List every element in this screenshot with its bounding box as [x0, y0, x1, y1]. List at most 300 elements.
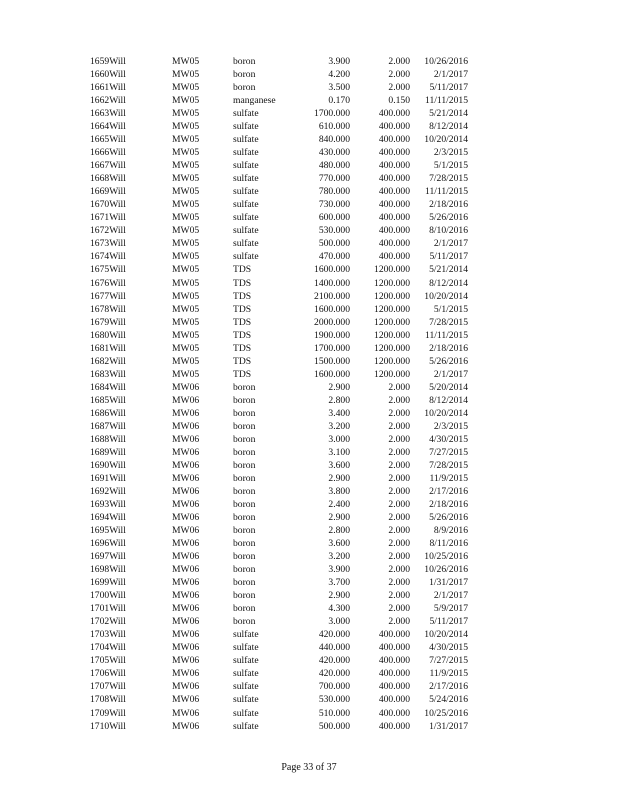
- table-row: [0, 707, 618, 720]
- row-id: 1672: [90, 225, 110, 237]
- parameter: boron: [233, 616, 256, 628]
- parameter: sulfate: [233, 629, 259, 641]
- well-id: MW05: [172, 303, 200, 315]
- table-row: [0, 459, 618, 472]
- parameter: sulfate: [233, 108, 259, 120]
- standard-value: 400.000: [378, 681, 410, 693]
- table-row: [0, 263, 618, 276]
- row-id: 1662: [90, 95, 110, 107]
- table-row: [0, 472, 618, 485]
- result-value: 420.000: [318, 655, 350, 667]
- row-id: 1702: [90, 616, 110, 628]
- table-row: [0, 133, 618, 146]
- well-id: MW05: [172, 225, 200, 237]
- sample-date: 2/17/2016: [429, 485, 468, 497]
- sample-date: 5/26/2016: [429, 512, 468, 524]
- table-row: [0, 303, 618, 316]
- row-id: 1674: [90, 251, 110, 263]
- parameter: sulfate: [233, 173, 259, 185]
- well-id: MW06: [172, 499, 200, 511]
- table-row: [0, 342, 618, 355]
- sample-date: 7/27/2015: [429, 446, 468, 458]
- sample-date: 5/11/2017: [429, 616, 468, 628]
- well-id: MW06: [172, 407, 200, 419]
- site-name: Will: [109, 147, 126, 159]
- sample-date: 10/25/2016: [424, 707, 468, 719]
- parameter: manganese: [233, 95, 276, 107]
- parameter: TDS: [233, 342, 252, 354]
- site-name: Will: [109, 355, 126, 367]
- row-id: 1671: [90, 212, 110, 224]
- parameter: sulfate: [233, 681, 259, 693]
- table-row: [0, 172, 618, 185]
- well-id: MW06: [172, 616, 200, 628]
- site-name: Will: [109, 707, 126, 719]
- site-name: Will: [109, 551, 126, 563]
- well-id: MW06: [172, 564, 200, 576]
- parameter: sulfate: [233, 186, 259, 198]
- sample-date: 5/11/2017: [429, 82, 468, 94]
- result-value: 510.000: [318, 707, 350, 719]
- row-id: 1701: [90, 603, 110, 615]
- row-id: 1663: [90, 108, 110, 120]
- row-id: 1684: [90, 381, 110, 393]
- standard-value: 2.000: [388, 590, 410, 602]
- row-id: 1694: [90, 512, 110, 524]
- sample-date: 5/24/2016: [429, 694, 468, 706]
- well-id: MW06: [172, 720, 200, 732]
- sample-date: 10/20/2014: [424, 407, 468, 419]
- well-id: MW06: [172, 603, 200, 615]
- site-name: Will: [109, 681, 126, 693]
- sample-date: 10/26/2016: [424, 564, 468, 576]
- row-id: 1683: [90, 368, 110, 380]
- parameter: boron: [233, 446, 256, 458]
- table-row: [0, 159, 618, 172]
- parameter: sulfate: [233, 720, 259, 732]
- row-id: 1689: [90, 446, 110, 458]
- sample-date: 2/1/2017: [433, 590, 468, 602]
- result-value: 600.000: [318, 212, 350, 224]
- result-value: 530.000: [318, 694, 350, 706]
- parameter: boron: [233, 433, 256, 445]
- site-name: Will: [109, 564, 126, 576]
- sample-date: 11/11/2015: [425, 95, 468, 107]
- sample-date: 5/21/2014: [429, 108, 468, 120]
- parameter: sulfate: [233, 251, 259, 263]
- site-name: Will: [109, 642, 126, 654]
- sample-date: 10/26/2016: [424, 56, 468, 67]
- well-id: MW06: [172, 525, 200, 537]
- parameter: sulfate: [233, 668, 259, 680]
- table-row: [0, 550, 618, 563]
- sample-date: 10/25/2016: [424, 551, 468, 563]
- sample-date: 11/9/2015: [429, 472, 468, 484]
- sample-date: 1/31/2017: [429, 720, 468, 732]
- row-id: 1680: [90, 329, 110, 341]
- site-name: Will: [109, 394, 126, 406]
- row-id: 1682: [90, 355, 110, 367]
- sample-date: 2/1/2017: [433, 368, 468, 380]
- row-id: 1687: [90, 420, 110, 432]
- parameter: boron: [233, 499, 256, 511]
- parameter: boron: [233, 564, 256, 576]
- row-id: 1707: [90, 681, 110, 693]
- row-id: 1667: [90, 160, 110, 172]
- standard-value: 400.000: [378, 160, 410, 172]
- table-row: [0, 576, 618, 589]
- well-id: MW06: [172, 420, 200, 432]
- parameter: boron: [233, 472, 256, 484]
- sample-date: 5/11/2017: [429, 251, 468, 263]
- table-row: [0, 211, 618, 224]
- site-name: Will: [109, 368, 126, 380]
- parameter: boron: [233, 459, 256, 471]
- result-value: 1400.000: [314, 277, 350, 289]
- well-id: MW06: [172, 551, 200, 563]
- result-value: 1700.000: [314, 108, 350, 120]
- sample-date: 2/3/2015: [433, 147, 468, 159]
- sample-date: 4/30/2015: [429, 642, 468, 654]
- table-row: [0, 316, 618, 329]
- table-row: [0, 394, 618, 407]
- result-value: 500.000: [318, 720, 350, 732]
- parameter: boron: [233, 538, 256, 550]
- site-name: Will: [109, 95, 126, 107]
- result-value: 3.600: [328, 538, 350, 550]
- site-name: Will: [109, 538, 126, 550]
- row-id: 1677: [90, 290, 110, 302]
- well-id: MW05: [172, 199, 200, 211]
- parameter: sulfate: [233, 199, 259, 211]
- result-value: 700.000: [318, 681, 350, 693]
- result-value: 420.000: [318, 629, 350, 641]
- well-id: MW05: [172, 82, 200, 94]
- standard-value: 1200.000: [374, 368, 410, 380]
- result-value: 1600.000: [314, 264, 350, 276]
- result-value: 3.700: [328, 577, 350, 589]
- site-name: Will: [109, 629, 126, 641]
- parameter: sulfate: [233, 134, 259, 146]
- row-id: 1678: [90, 303, 110, 315]
- parameter: boron: [233, 82, 256, 94]
- site-name: Will: [109, 603, 126, 615]
- site-name: Will: [109, 108, 126, 120]
- result-value: 1500.000: [314, 355, 350, 367]
- standard-value: 400.000: [378, 251, 410, 263]
- well-id: MW06: [172, 668, 200, 680]
- standard-value: 1200.000: [374, 316, 410, 328]
- sample-date: 2/1/2017: [433, 69, 468, 81]
- table-row: [0, 563, 618, 576]
- standard-value: 400.000: [378, 147, 410, 159]
- parameter: sulfate: [233, 121, 259, 133]
- table-row: [0, 120, 618, 133]
- table-row: [0, 94, 618, 107]
- site-name: Will: [109, 472, 126, 484]
- site-name: Will: [109, 173, 126, 185]
- row-id: 1696: [90, 538, 110, 550]
- row-id: 1659: [90, 56, 110, 67]
- well-id: MW06: [172, 538, 200, 550]
- row-id: 1681: [90, 342, 110, 354]
- parameter: boron: [233, 69, 256, 81]
- row-id: 1709: [90, 707, 110, 719]
- site-name: Will: [109, 720, 126, 732]
- row-id: 1706: [90, 668, 110, 680]
- row-id: 1708: [90, 694, 110, 706]
- parameter: sulfate: [233, 707, 259, 719]
- result-value: 3.500: [328, 82, 350, 94]
- result-value: 610.000: [318, 121, 350, 133]
- sample-date: 5/9/2017: [433, 603, 468, 615]
- site-name: Will: [109, 420, 126, 432]
- parameter: boron: [233, 590, 256, 602]
- standard-value: 1200.000: [374, 264, 410, 276]
- standard-value: 2.000: [388, 446, 410, 458]
- parameter: TDS: [233, 264, 252, 276]
- row-id: 1665: [90, 134, 110, 146]
- result-value: 1700.000: [314, 342, 350, 354]
- table-row: [0, 329, 618, 342]
- sample-date: 7/28/2015: [429, 173, 468, 185]
- site-name: Will: [109, 499, 126, 511]
- row-id: 1669: [90, 186, 110, 198]
- site-name: Will: [109, 290, 126, 302]
- result-value: 1900.000: [314, 329, 350, 341]
- standard-value: 1200.000: [374, 355, 410, 367]
- table-row: [0, 524, 618, 537]
- well-id: MW06: [172, 381, 200, 393]
- well-id: MW05: [172, 329, 200, 341]
- result-value: 2.800: [328, 525, 350, 537]
- sample-date: 7/28/2015: [429, 316, 468, 328]
- standard-value: 400.000: [378, 225, 410, 237]
- parameter: sulfate: [233, 225, 259, 237]
- row-id: 1695: [90, 525, 110, 537]
- parameter: sulfate: [233, 160, 259, 172]
- site-name: Will: [109, 446, 126, 458]
- table-row: [0, 602, 618, 615]
- site-name: Will: [109, 277, 126, 289]
- well-id: MW06: [172, 472, 200, 484]
- sample-date: 10/20/2014: [424, 629, 468, 641]
- parameter: sulfate: [233, 694, 259, 706]
- well-id: MW06: [172, 655, 200, 667]
- table-row: [0, 693, 618, 706]
- result-value: 500.000: [318, 238, 350, 250]
- standard-value: 400.000: [378, 668, 410, 680]
- table-row: [0, 628, 618, 641]
- sample-date: 10/20/2014: [424, 290, 468, 302]
- site-name: Will: [109, 186, 126, 198]
- table-row: [0, 537, 618, 550]
- sample-date: 5/26/2016: [429, 355, 468, 367]
- site-name: Will: [109, 381, 126, 393]
- well-id: MW06: [172, 694, 200, 706]
- site-name: Will: [109, 316, 126, 328]
- row-id: 1685: [90, 394, 110, 406]
- site-name: Will: [109, 160, 126, 172]
- table-row: [0, 81, 618, 94]
- sample-date: 8/11/2016: [429, 538, 468, 550]
- standard-value: 2.000: [388, 420, 410, 432]
- row-id: 1660: [90, 69, 110, 81]
- well-id: MW05: [172, 238, 200, 250]
- well-id: MW06: [172, 394, 200, 406]
- sample-date: 11/9/2015: [429, 668, 468, 680]
- standard-value: 400.000: [378, 694, 410, 706]
- standard-value: 2.000: [388, 499, 410, 511]
- table-row: [0, 381, 618, 394]
- site-name: Will: [109, 512, 126, 524]
- sample-date: 10/20/2014: [424, 134, 468, 146]
- parameter: boron: [233, 512, 256, 524]
- site-name: Will: [109, 577, 126, 589]
- site-name: Will: [109, 616, 126, 628]
- result-value: 0.170: [328, 95, 350, 107]
- site-name: Will: [109, 225, 126, 237]
- parameter: boron: [233, 394, 256, 406]
- parameter: TDS: [233, 290, 252, 302]
- row-id: 1673: [90, 238, 110, 250]
- parameter: TDS: [233, 316, 252, 328]
- sample-date: 11/11/2015: [425, 186, 468, 198]
- site-name: Will: [109, 590, 126, 602]
- site-name: Will: [109, 69, 126, 81]
- table-row: [0, 107, 618, 120]
- result-value: 2.900: [328, 472, 350, 484]
- result-value: 4.200: [328, 69, 350, 81]
- result-value: 3.000: [328, 433, 350, 445]
- row-id: 1693: [90, 499, 110, 511]
- sample-date: 8/10/2016: [429, 225, 468, 237]
- result-value: 780.000: [318, 186, 350, 198]
- parameter: boron: [233, 56, 256, 67]
- sample-date: 7/28/2015: [429, 459, 468, 471]
- parameter: sulfate: [233, 642, 259, 654]
- result-value: 730.000: [318, 199, 350, 211]
- row-id: 1686: [90, 407, 110, 419]
- table-row: [0, 498, 618, 511]
- site-name: Will: [109, 342, 126, 354]
- standard-value: 400.000: [378, 629, 410, 641]
- table-row: [0, 667, 618, 680]
- table-row: [0, 420, 618, 433]
- well-id: MW05: [172, 355, 200, 367]
- standard-value: 400.000: [378, 238, 410, 250]
- result-value: 470.000: [318, 251, 350, 263]
- table-row: [0, 654, 618, 667]
- row-id: 1691: [90, 472, 110, 484]
- table-row: [0, 485, 618, 498]
- standard-value: 0.150: [388, 95, 410, 107]
- result-value: 3.200: [328, 551, 350, 563]
- sample-date: 2/17/2016: [429, 681, 468, 693]
- standard-value: 2.000: [388, 616, 410, 628]
- site-name: Will: [109, 212, 126, 224]
- well-id: MW06: [172, 681, 200, 693]
- well-id: MW05: [172, 147, 200, 159]
- site-name: Will: [109, 407, 126, 419]
- row-id: 1675: [90, 264, 110, 276]
- standard-value: 1200.000: [374, 342, 410, 354]
- result-value: 3.900: [328, 564, 350, 576]
- parameter: TDS: [233, 329, 252, 341]
- parameter: boron: [233, 407, 256, 419]
- sample-date: 8/12/2014: [429, 394, 468, 406]
- result-value: 430.000: [318, 147, 350, 159]
- standard-value: 400.000: [378, 642, 410, 654]
- site-name: Will: [109, 655, 126, 667]
- result-value: 420.000: [318, 668, 350, 680]
- sample-date: 2/1/2017: [433, 238, 468, 250]
- result-value: 4.300: [328, 603, 350, 615]
- parameter: sulfate: [233, 238, 259, 250]
- well-id: MW05: [172, 316, 200, 328]
- row-id: 1703: [90, 629, 110, 641]
- standard-value: 1200.000: [374, 303, 410, 315]
- standard-value: 2.000: [388, 82, 410, 94]
- sample-date: 5/1/2015: [433, 303, 468, 315]
- sample-date: 2/18/2016: [429, 499, 468, 511]
- table-row: [0, 237, 618, 250]
- site-name: Will: [109, 329, 126, 341]
- row-id: 1697: [90, 551, 110, 563]
- standard-value: 400.000: [378, 707, 410, 719]
- site-name: Will: [109, 668, 126, 680]
- standard-value: 400.000: [378, 121, 410, 133]
- sample-date: 8/12/2014: [429, 277, 468, 289]
- site-name: Will: [109, 121, 126, 133]
- standard-value: 400.000: [378, 212, 410, 224]
- result-value: 2000.000: [314, 316, 350, 328]
- result-value: 3.600: [328, 459, 350, 471]
- row-id: 1704: [90, 642, 110, 654]
- site-name: Will: [109, 264, 126, 276]
- well-id: MW05: [172, 95, 200, 107]
- table-row: [0, 641, 618, 654]
- table-row: [0, 680, 618, 693]
- well-id: MW05: [172, 264, 200, 276]
- row-id: 1710: [90, 720, 110, 732]
- standard-value: 2.000: [388, 551, 410, 563]
- well-id: MW06: [172, 642, 200, 654]
- table-row: [0, 198, 618, 211]
- sample-date: 5/21/2014: [429, 264, 468, 276]
- sample-date: 4/30/2015: [429, 433, 468, 445]
- sample-date: 1/31/2017: [429, 577, 468, 589]
- site-name: Will: [109, 82, 126, 94]
- parameter: boron: [233, 381, 256, 393]
- standard-value: 2.000: [388, 433, 410, 445]
- standard-value: 2.000: [388, 564, 410, 576]
- sample-date: 2/18/2016: [429, 199, 468, 211]
- standard-value: 2.000: [388, 394, 410, 406]
- result-value: 1600.000: [314, 303, 350, 315]
- parameter: boron: [233, 551, 256, 563]
- table-row: [0, 433, 618, 446]
- standard-value: 400.000: [378, 655, 410, 667]
- well-id: MW05: [172, 160, 200, 172]
- result-value: 480.000: [318, 160, 350, 172]
- well-id: MW05: [172, 173, 200, 185]
- well-id: MW06: [172, 459, 200, 471]
- well-id: MW05: [172, 108, 200, 120]
- parameter: TDS: [233, 355, 252, 367]
- sample-date: 5/26/2016: [429, 212, 468, 224]
- table-row: [0, 250, 618, 263]
